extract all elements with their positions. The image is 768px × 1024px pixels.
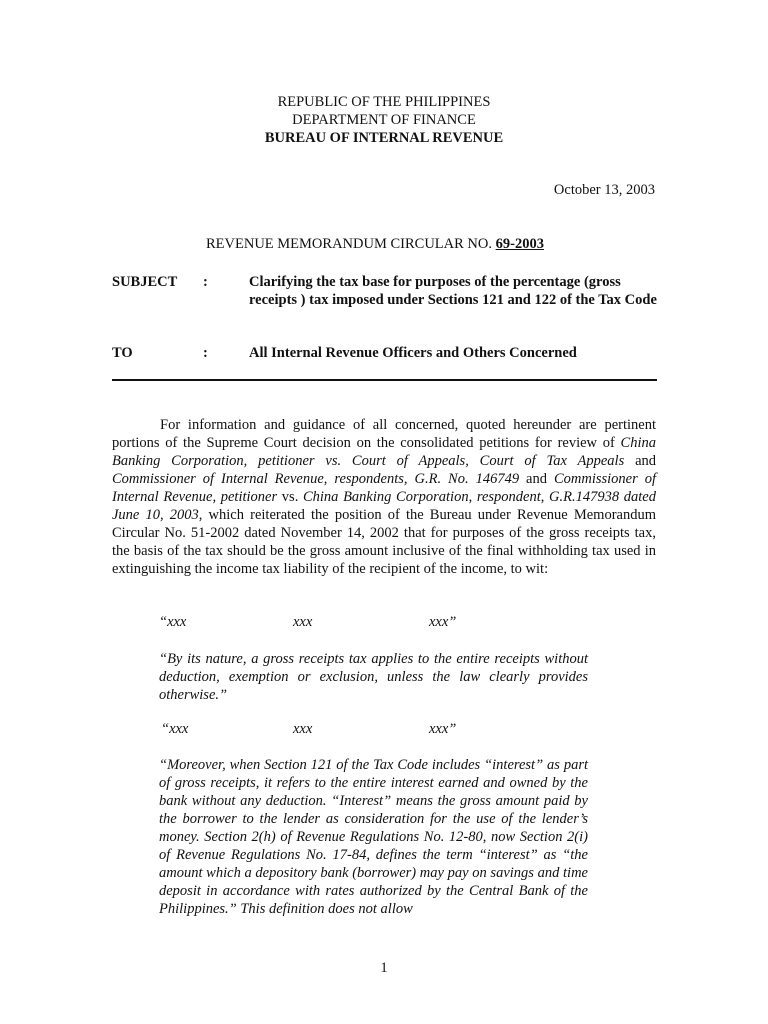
document-date: October 13, 2003 xyxy=(553,182,655,198)
circular-prefix: REVENUE MEMORANDUM CIRCULAR NO. xyxy=(206,236,496,252)
omission-marker-2 xyxy=(161,721,590,739)
document-header xyxy=(0,93,768,147)
page-number: 1 xyxy=(380,960,388,976)
case-respondents: Commissioner of Internal Revenue, respondents, G.R. No. 146749 xyxy=(112,471,520,487)
header-line-bureau: BUREAU OF INTERNAL REVENUE xyxy=(264,130,504,146)
subject-label: SUBJECT xyxy=(112,274,178,290)
omission-open: “xxx xyxy=(161,721,189,737)
omission-middle: xxx xyxy=(293,721,313,737)
omission-close: xxx” xyxy=(429,614,457,630)
case-respondent: respondent xyxy=(476,489,541,505)
case-china-banking: China Banking Corporation xyxy=(302,489,469,505)
circular-number: 69-2003 xyxy=(495,236,544,252)
body-text: , xyxy=(540,489,550,505)
body-text: vs. xyxy=(277,489,303,505)
quote-gross-receipts: “By its nature, a gross receipts tax applies to the entire receipts without deduction, exemption or exclusion, unless the law clearly provides otherwise.” xyxy=(159,651,588,703)
case-gr-number: G.R.147938 dated June 10, 2003 xyxy=(112,489,656,523)
body-paragraph xyxy=(112,416,656,578)
header-divider xyxy=(112,379,657,381)
omission-close: xxx” xyxy=(429,721,457,737)
body-text: , which reiterated the position of the Bureau under Revenue Memorandum Circular No. 51-2002 dated November 14, 2002 that for purposes of the gross receipts tax, the basis of the tax should be the gross amount inclusive of the final withholding tax used in extinguishing the income tax liability of the recipient of the income, to wit: xyxy=(112,507,656,577)
omission-marker-1 xyxy=(159,614,588,632)
body-text: and xyxy=(519,471,554,487)
to-colon: : xyxy=(203,345,208,361)
subject-value: Clarifying the tax base for purposes of the percentage (gross receipts ) tax imposed under Sections 121 and 122 of the Tax Code xyxy=(249,274,657,308)
circular-title xyxy=(206,236,544,253)
quote-interest-definition: “Moreover, when Section 121 of the Tax Code includes “interest” as part of gross receipts, it refers to the entire interest earned and owned by the bank without any deduction. “Interest” means the gross amount paid by the borrower to the lender as consideration for the use of the lender’s money. Section 2(h) of Revenue Regulations No. 12-80, now Section 2(i) of Revenue Regulations No. 17-84, defines the term “interest” as “the amount which a depository bank (borrower) may pay on savings and time deposit in accordance with rates authorized by the Central Bank of the Philippines.” This definition does not allow xyxy=(159,757,588,917)
to-value: All Internal Revenue Officers and Others Concerned xyxy=(249,345,577,361)
body-text: and xyxy=(624,453,657,469)
omission-open: “xxx xyxy=(159,614,187,630)
header-line-department: DEPARTMENT OF FINANCE xyxy=(292,112,476,128)
body-text: , xyxy=(468,489,477,505)
subject-colon: : xyxy=(203,274,208,290)
to-label: TO xyxy=(112,345,133,361)
case-petitioner: Commissioner of Internal Revenue, petitioner xyxy=(112,471,656,505)
body-text: For information and guidance of all concerned, quoted hereunder are pertinent portions of the Supreme Court decision on the consolidated petitions for review of xyxy=(112,417,656,451)
omission-middle: xxx xyxy=(293,614,313,630)
header-line-republic: REPUBLIC OF THE PHILIPPINES xyxy=(277,94,491,110)
case-title-china-banking: China Banking Corporation, petitioner vs. Court of Appeals, Court of Tax Appeals xyxy=(112,435,656,469)
